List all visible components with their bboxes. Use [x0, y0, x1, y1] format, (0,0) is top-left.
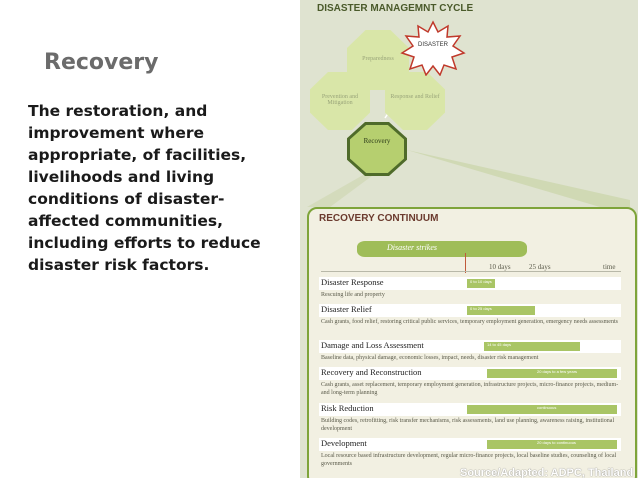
disaster-label: DISASTER: [417, 42, 448, 48]
disaster-strikes-banner: [357, 241, 527, 257]
timeline-axis: [321, 271, 621, 272]
row-title: Risk Reduction: [321, 403, 374, 413]
prevention-label: Prevention and Mitigation: [321, 94, 359, 106]
row-bar: [467, 279, 495, 288]
tick-time: time: [603, 263, 616, 271]
tick-10-days: 10 days: [489, 263, 511, 271]
row-bar: [467, 405, 617, 414]
row-bar: [487, 440, 617, 449]
slide-body-text: The restoration, and improvement where appropriate, of facilities, livelihoods and living conditions of disaster-affected communities, including efforts to reduce disaster risk factors.: [28, 102, 261, 274]
recovery-node: [350, 125, 404, 173]
row-bar-label: continuous: [537, 405, 557, 410]
row-bar-label: 0 to 10 days: [470, 279, 492, 284]
disaster-starburst-icon: [400, 20, 466, 76]
tick-25-days: 25 days: [529, 263, 551, 271]
row-title: Disaster Response: [321, 277, 384, 287]
row-bar: [487, 369, 617, 378]
slide-title: Recovery: [44, 50, 159, 75]
disaster-cycle-figure: [300, 0, 638, 478]
recovery-continuum-panel: [307, 207, 637, 478]
disaster-strikes-label: Disaster strikes: [387, 243, 437, 252]
response-label: Response and Relief: [390, 94, 440, 100]
figure-title: DISASTER MANAGEMNT CYCLE: [317, 3, 474, 14]
row-description: Baseline data, physical damage, economic losses, impact, needs, disaster risk management: [321, 355, 539, 361]
row-title: Development: [321, 438, 367, 448]
row-description: Cash grants, food relief, restoring critical public services, temporary employment generation, emergency needs assessments: [321, 319, 618, 325]
row-bar: [484, 342, 580, 351]
row-bar-label: 0 to 25 days: [470, 306, 492, 311]
row-description: Building codes, retrofitting, risk transfer mechanisms, risk assessments, land use planning, awareness raising, institutional development: [321, 418, 615, 432]
row-title: Recovery and Reconstruction: [321, 367, 422, 377]
continuum-title: RECOVERY CONTINUUM: [319, 213, 439, 224]
source-caption: Source/Adapted: ADPC, Thailand: [460, 467, 634, 478]
recovery-node-label: Recovery: [363, 137, 391, 145]
row-bar-label: 20 days to a few years: [537, 369, 578, 374]
row-description: Local resource based infrastructure development, regular micro-finance projects, local baseline studies, counseling of local governments: [321, 453, 617, 467]
row-title: Disaster Relief: [321, 304, 372, 314]
preparedness-label: Preparedness: [362, 56, 394, 62]
row-bar: [467, 306, 535, 315]
row-description: Rescuing life and property: [321, 292, 385, 298]
row-bar-label: 20 days to continuous: [537, 440, 576, 445]
row-title: Damage and Loss Assessment: [321, 340, 424, 350]
timeline-marker: [465, 253, 466, 273]
row-description: Cash grants, asset replacement, temporary employment generation, infrastructure projects, micro-finance projects, medium- and long-term planning: [321, 382, 619, 396]
row-bar-label: 14 to 45 days: [487, 342, 512, 347]
